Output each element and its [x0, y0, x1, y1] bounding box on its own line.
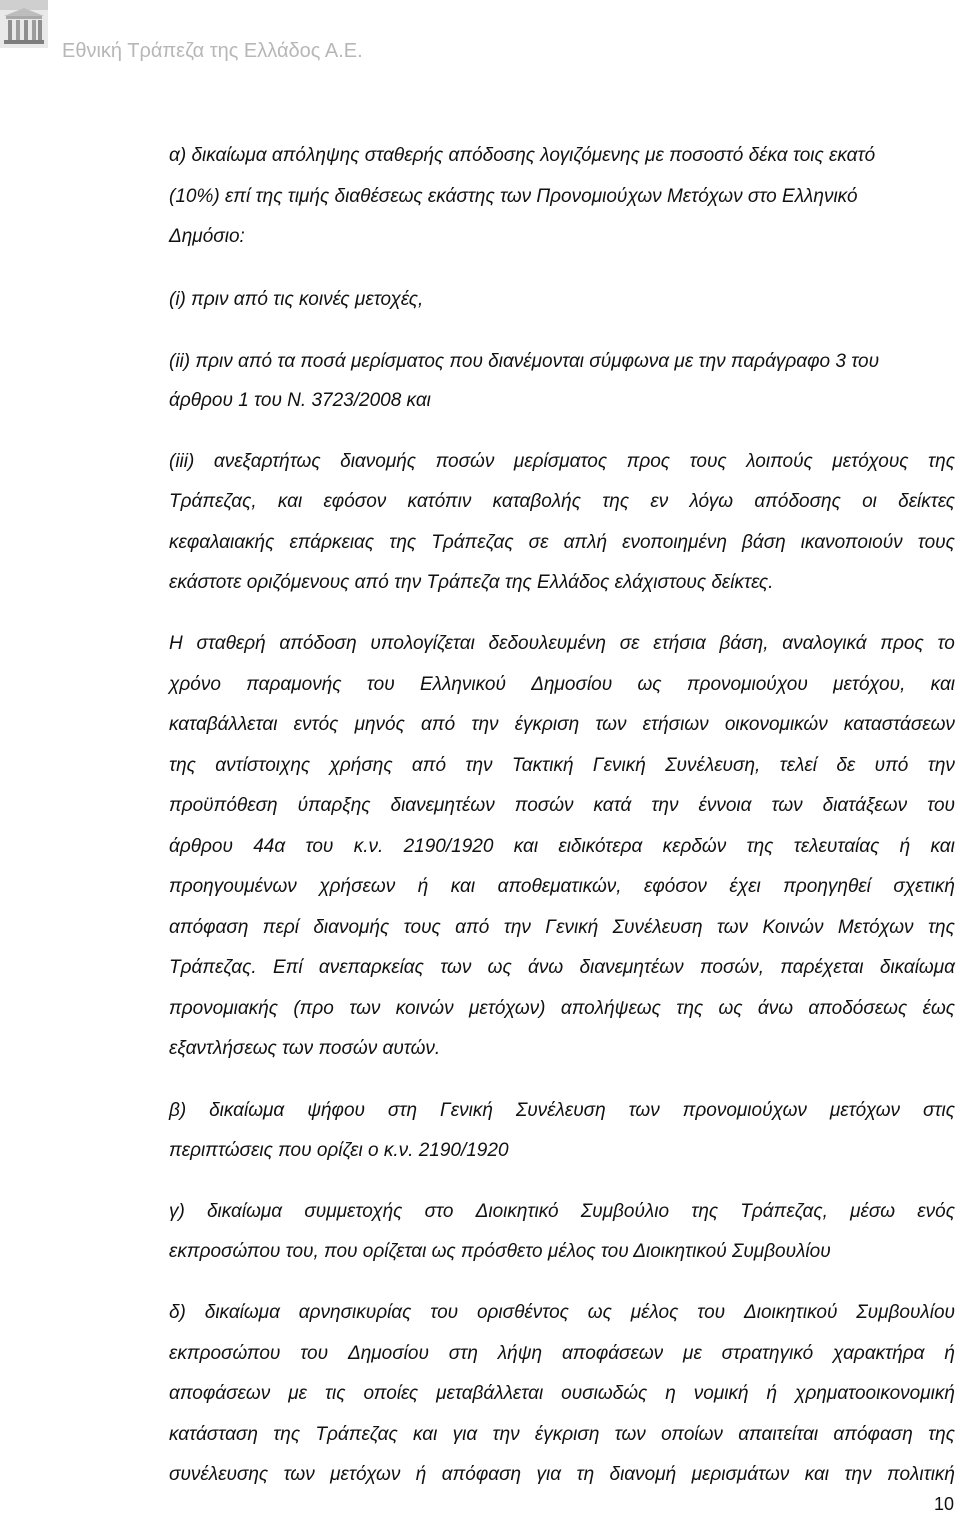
word: βάση, — [719, 633, 769, 654]
word: των — [349, 998, 381, 1019]
word: ή — [944, 1343, 955, 1364]
word: των — [614, 1424, 646, 1445]
word: μετόχους — [832, 451, 909, 472]
word: σταθερή — [196, 633, 266, 654]
word: προνομιακής — [169, 998, 278, 1019]
word: οι — [862, 491, 877, 512]
word: δικαίωμα — [204, 1302, 280, 1323]
word: οικονομικών — [724, 714, 828, 735]
word: Διοικητικού — [743, 1302, 838, 1323]
page-number: 10 — [933, 1494, 954, 1514]
word: άνω — [528, 957, 564, 978]
fixed-return-line-4 — [169, 756, 955, 776]
word: καταβάλλεται — [169, 714, 278, 735]
word: 44α — [253, 836, 286, 857]
word: εν — [650, 491, 669, 512]
word: ανεξαρτήτως — [213, 451, 321, 472]
word: της — [928, 451, 955, 472]
word: σε — [619, 633, 640, 654]
delta-line-3 — [169, 1384, 955, 1404]
word: χρηματοοικονομική — [795, 1383, 955, 1404]
alpha-line-1: α) δικαίωμα απόληψης σταθερής απόδοσης λογιζόμενης με ποσοστό δέκα τοις εκατό — [169, 145, 876, 166]
word: σχετική — [893, 876, 955, 897]
word: στη — [387, 1100, 418, 1121]
word: χρήσεων — [319, 876, 396, 897]
word: την — [651, 795, 679, 816]
word: εφόσον — [323, 491, 387, 512]
word: (iii) — [169, 451, 195, 472]
word: ετήσιων — [642, 714, 709, 735]
word: στη — [448, 1343, 478, 1364]
word: των — [771, 795, 803, 816]
word: αρνησικυρίας — [298, 1302, 412, 1323]
word: Γενική — [545, 917, 599, 938]
word: μερισμάτων — [691, 1464, 790, 1485]
word: και — [930, 836, 955, 857]
beta-line-1 — [169, 1101, 955, 1121]
word: νομική — [693, 1383, 749, 1404]
word: δεδουλευμένη — [488, 633, 606, 654]
delta-line-5 — [169, 1465, 955, 1485]
word: Συνέλευση — [612, 917, 703, 938]
word: εντός — [293, 714, 339, 735]
word: Τακτική — [511, 755, 574, 776]
word: ειδικότερα — [558, 836, 643, 857]
word: Τράπεζας, — [169, 491, 257, 512]
word: μετόχων — [829, 1100, 901, 1121]
word: απόφαση — [833, 1424, 913, 1445]
word: διανομή — [609, 1464, 677, 1485]
item-ii-line-1: (ii) πριν από τα ποσά μερίσματος που διανέμονται σύμφωνα με την παράγραφο 3 του — [169, 351, 880, 372]
word: υπό — [874, 755, 909, 776]
page-header — [0, 0, 960, 70]
word: των — [628, 1100, 660, 1121]
word: διανομής — [313, 917, 390, 938]
word: χρόνο — [169, 674, 221, 695]
word: με — [683, 1343, 702, 1364]
word: κατά — [593, 795, 632, 816]
word: υπολογίζεται — [370, 633, 475, 654]
word: επάρκειας — [289, 532, 375, 553]
word: κερδών — [662, 836, 727, 857]
word: την — [492, 1424, 520, 1445]
fixed-return-line-1 — [169, 634, 955, 654]
word: κ.ν. — [353, 836, 384, 857]
word: Συνέλευση, — [665, 755, 761, 776]
header-title: Εθνική Τράπεζα της Ελλάδος Α.Ε. — [62, 40, 363, 62]
word: Μετόχων — [837, 917, 914, 938]
word: κεφαλαιακής — [169, 532, 275, 553]
word: μετόχου, — [833, 674, 906, 695]
word: πολιτική — [886, 1464, 955, 1485]
bank-building-logo-icon — [0, 0, 48, 48]
word: Συνέλευση — [515, 1100, 606, 1121]
word: απόδοσης — [754, 491, 841, 512]
word: μέλος — [630, 1302, 679, 1323]
word: προνομιούχων — [682, 1100, 807, 1121]
word: Ελληνικού — [419, 674, 506, 695]
word: έννοια — [698, 795, 752, 816]
word: χρήσης — [329, 755, 393, 776]
word: προηγουμένων — [169, 876, 297, 897]
delta-line-4 — [169, 1425, 955, 1445]
word: Η — [169, 633, 183, 654]
item-iii-line-4: εκάστοτε οριζόμενους από την Τράπεζα της Ελλάδος ελάχιστους δείκτες. — [169, 572, 774, 593]
word: διανομής — [340, 451, 417, 472]
word: παραμονής — [246, 674, 342, 695]
word: εκπροσώπου — [169, 1343, 281, 1364]
word: τους — [689, 451, 727, 472]
gamma-line-2: εκπροσώπου του, που ορίζεται ως πρόσθετο μέλος του Διοικητικού Συμβουλίου — [169, 1241, 831, 1262]
word: του — [305, 836, 334, 857]
word: απλή — [563, 532, 608, 553]
word: ικανοποιούν — [800, 532, 903, 553]
word: ή — [417, 876, 429, 897]
word: και — [804, 1464, 830, 1485]
word: τους — [403, 917, 441, 938]
word: Συμβούλιο — [580, 1201, 670, 1222]
word: γ) — [169, 1201, 185, 1222]
word: έως — [922, 998, 955, 1019]
item-iii-line-1 — [169, 452, 955, 472]
word: ποσών — [514, 795, 574, 816]
alpha-line-3: Δημόσιο: — [169, 226, 245, 247]
word: ποσών — [435, 451, 495, 472]
word: ενός — [917, 1201, 955, 1222]
fixed-return-line-6 — [169, 837, 955, 857]
word: διατάξεων — [822, 795, 908, 816]
word: των — [595, 714, 627, 735]
item-i-line: (i) πριν από τις κοινές μετοχές, — [169, 289, 424, 310]
word: καταβολής — [492, 491, 581, 512]
beta-line-2: περιπτώσεις που ορίζει ο κ.ν. 2190/1920 — [169, 1140, 509, 1161]
word: ενοποιημένη — [622, 532, 727, 553]
word: διανεμητέων — [579, 957, 684, 978]
word: στρατηγικό — [721, 1343, 814, 1364]
word: το — [937, 633, 955, 654]
word: τους — [917, 532, 955, 553]
word: ως — [718, 998, 743, 1019]
word: Διοικητικό — [475, 1201, 559, 1222]
word: απόδοση — [279, 633, 357, 654]
word: της — [927, 917, 955, 938]
word: μετόχων) — [468, 998, 546, 1019]
word: (προ — [293, 998, 334, 1019]
word: β) — [169, 1100, 187, 1121]
word: αποδόσεως — [808, 998, 908, 1019]
word: ή — [415, 1464, 427, 1485]
word: την — [927, 755, 955, 776]
word: την — [503, 917, 531, 938]
word: σε — [528, 532, 549, 553]
word: δ) — [169, 1302, 186, 1323]
word: τις — [324, 1383, 346, 1404]
word: της — [676, 998, 704, 1019]
word: χαρακτήρα — [833, 1343, 925, 1364]
word: οποίες — [363, 1383, 419, 1404]
word: Δημοσίου — [347, 1343, 429, 1364]
word: αποθεματικών, — [497, 876, 622, 897]
word: απαιτείται — [738, 1424, 819, 1445]
word: περί — [262, 917, 299, 938]
delta-line-1 — [169, 1303, 955, 1323]
word: δικαίωμα — [209, 1100, 285, 1121]
word: η — [665, 1383, 676, 1404]
alpha-line-2: (10%) επί της τιμής διαθέσεως εκάστης των Προνομιούχων Μετόχων στο Ελληνικό — [169, 186, 858, 207]
word: και — [277, 491, 303, 512]
word: Γενική — [439, 1100, 493, 1121]
word: αντίστοιχης — [215, 755, 311, 776]
word: 2190/1920 — [403, 836, 494, 857]
word: για — [452, 1424, 478, 1445]
word: αποφάσεων — [561, 1343, 664, 1364]
word: ύπαρξης — [297, 795, 371, 816]
word: κατάσταση — [169, 1424, 258, 1445]
word: έγκριση — [534, 1424, 600, 1445]
word: οποίων — [661, 1424, 723, 1445]
word: ψήφου — [307, 1100, 365, 1121]
word: ουσιωδώς — [561, 1383, 648, 1404]
word: Τράπεζας, — [740, 1201, 828, 1222]
word: απολήψεως — [560, 998, 661, 1019]
word: Συμβουλίου — [856, 1302, 955, 1323]
word: και — [930, 674, 955, 695]
fixed-return-line-3 — [169, 715, 955, 735]
word: εφόσον — [644, 876, 707, 897]
word: απόφαση — [169, 917, 249, 938]
word: Τράπεζας. — [169, 957, 257, 978]
word: στις — [922, 1100, 955, 1121]
gamma-line-1 — [169, 1202, 955, 1222]
word: και — [513, 836, 539, 857]
word: ως — [587, 1302, 612, 1323]
word: της — [928, 1424, 955, 1445]
item-iii-line-2 — [169, 492, 955, 512]
word: του — [300, 1343, 329, 1364]
word: προνομιούχου — [686, 674, 808, 695]
word: απόφαση — [441, 1464, 522, 1485]
word: μετόχων — [330, 1464, 401, 1485]
word: δικαίωμα — [879, 957, 955, 978]
word: Τράπεζας — [431, 532, 514, 553]
word: συνέλευσης — [169, 1464, 269, 1485]
item-iii-line-3 — [169, 533, 955, 553]
word: έγκριση — [514, 714, 580, 735]
fixed-return-line-9 — [169, 958, 955, 978]
word: και — [450, 876, 476, 897]
word: με — [288, 1383, 307, 1404]
word: λόγω — [689, 491, 734, 512]
word: άνω — [757, 998, 794, 1019]
word: του — [366, 674, 395, 695]
word: της — [169, 755, 196, 776]
word: μηνός — [354, 714, 405, 735]
word: από — [411, 755, 447, 776]
word: των — [716, 917, 749, 938]
word: του — [927, 795, 955, 816]
word: για — [536, 1464, 562, 1485]
item-ii-line-2: άρθρου 1 του Ν. 3723/2008 και — [169, 390, 431, 411]
word: της — [602, 491, 630, 512]
word: του — [430, 1302, 459, 1323]
delta-line-2 — [169, 1344, 955, 1364]
word: από — [455, 917, 490, 938]
word: κοινών — [395, 998, 454, 1019]
word: δικαίωμα — [207, 1201, 283, 1222]
word: λοιπούς — [746, 451, 813, 472]
word: των — [283, 1464, 315, 1485]
word: ή — [899, 836, 911, 857]
fixed-return-line-5 — [169, 796, 955, 816]
word: ως — [637, 674, 662, 695]
word: της — [691, 1201, 719, 1222]
word: Κοινών — [762, 917, 824, 938]
word: βάση — [742, 532, 786, 553]
word: την — [465, 755, 493, 776]
word: Δημοσίου — [531, 674, 613, 695]
word: των — [440, 957, 472, 978]
word: δείκτες — [898, 491, 955, 512]
fixed-return-line-2 — [169, 675, 955, 695]
word: έχει — [729, 876, 761, 897]
word: παρέχεται — [780, 957, 864, 978]
fixed-return-line-10 — [169, 999, 955, 1019]
word: μέσω — [850, 1201, 896, 1222]
word: άρθρου — [169, 836, 233, 857]
word: της — [746, 836, 774, 857]
word: στο — [424, 1201, 454, 1222]
word: και — [413, 1424, 438, 1445]
word: προϋπόθεση — [169, 795, 278, 816]
word: μεταβάλλεται — [436, 1383, 544, 1404]
word: της — [389, 532, 417, 553]
word: προς — [626, 451, 671, 472]
fixed-return-line-7 — [169, 877, 955, 897]
word: Γενική — [592, 755, 646, 776]
word: του — [697, 1302, 726, 1323]
word: ανεπαρκείας — [318, 957, 424, 978]
word: την — [844, 1464, 872, 1485]
word: κατόπιν — [407, 491, 472, 512]
word: τελεί — [779, 755, 818, 776]
word: αποφάσεων — [169, 1383, 271, 1404]
word: συμμετοχής — [304, 1201, 403, 1222]
word: ετήσια — [653, 633, 706, 654]
word: ή — [766, 1383, 778, 1404]
word: της — [273, 1424, 301, 1445]
word: την — [471, 714, 499, 735]
word: μερίσματος — [513, 451, 608, 472]
word: τελευταίας — [793, 836, 880, 857]
fixed-return-line-8 — [169, 918, 955, 938]
word: ποσών, — [699, 957, 765, 978]
word: ορισθέντος — [476, 1302, 569, 1323]
fixed-return-line-11: εξαντλήσεως των ποσών αυτών. — [169, 1038, 441, 1059]
word: λήψη — [497, 1343, 543, 1364]
word: διανεμητέων — [390, 795, 495, 816]
word: από — [421, 714, 456, 735]
word: δε — [836, 755, 856, 776]
word: προς — [880, 633, 924, 654]
word: ως — [487, 957, 512, 978]
word: καταστάσεων — [843, 714, 955, 735]
word: Τράπεζας — [315, 1424, 398, 1445]
word: Επί — [272, 957, 303, 978]
word: αναλογικά — [782, 633, 867, 654]
word: προηγηθεί — [783, 876, 871, 897]
word: τη — [576, 1464, 595, 1485]
